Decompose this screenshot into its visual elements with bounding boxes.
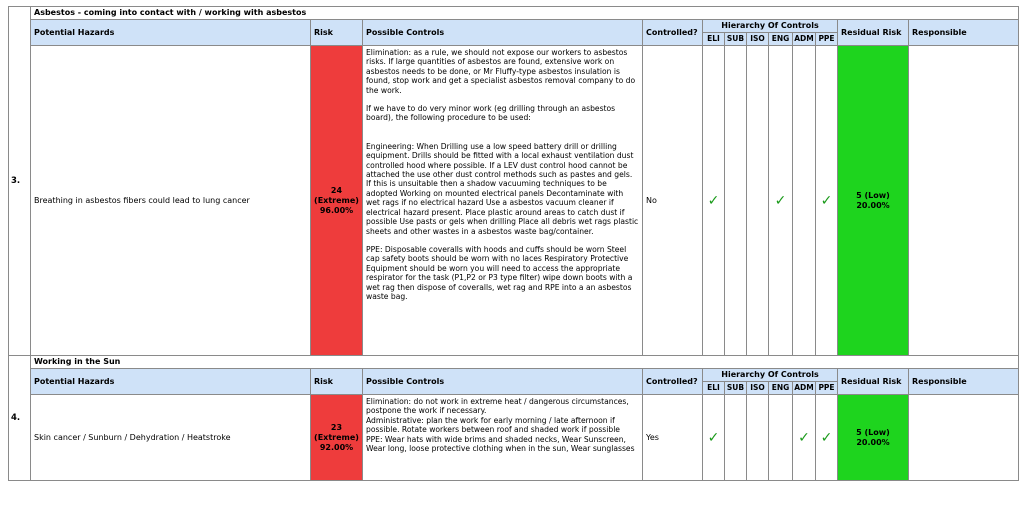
- header-adm: ADM: [793, 33, 816, 46]
- control-engineering: Engineering: When Drilling use a low speed battery drill or drilling equipment. Drills should be fitted with a local exhaust ventilation dust controlled hood where possible. If a LEV dust control hood cannot be attached the use other dust control methods such as pastes and gels. If this is unsuitable then a shadow vacuuming techniques to be adopted Working on mounted electrical panels Decontaminate with wet rags if no electrical hazard Use a asbestos vacuum cleaner if electrical hazard present. Place plastic around areas to catch dust if possible Use pasts or gels when drilling Place all debris wet rags plastic sheets and other wastes in a asbestos waste bag/container.: [366, 141, 641, 236]
- control-text: Elimination: do not work in extreme heat / dangerous circumstances, postpone the work if necessary. Administrative: plan the work for early morning / late afternoon if possible. Rotate workers between roof and shaded work if possible PPE: Wear hats with wide brims and shaded necks, Wear Sunscreen, Wear long, loose protective clothing when in the sun, Wear sunglasses: [366, 397, 635, 454]
- section-number: 3.: [9, 7, 31, 356]
- eli-check-icon: ✓: [703, 46, 725, 356]
- header-responsible: Responsible: [909, 369, 1019, 395]
- risk-score: 23: [330, 422, 343, 432]
- sub-check-icon: [725, 46, 747, 356]
- residual-risk-cell: [838, 46, 909, 356]
- header-controlled: Controlled?: [643, 369, 703, 395]
- risk-assessment-document: [8, 6, 1018, 481]
- header-risk: Risk: [311, 20, 363, 46]
- risk-percent: 96.00%: [319, 205, 354, 215]
- residual-score: 5 (Low): [856, 190, 890, 200]
- header-eli: ELI: [703, 33, 725, 46]
- eng-check-icon: [769, 395, 793, 481]
- header-adm: ADM: [793, 382, 816, 395]
- header-ppe: PPE: [816, 382, 838, 395]
- sub-check-icon: [725, 395, 747, 481]
- hazard-text: Breathing in asbestos fibers could lead to lung cancer: [31, 46, 311, 356]
- ppe-check-icon: ✓: [816, 395, 838, 481]
- header-residual-risk: Residual Risk: [838, 369, 909, 395]
- header-eng: ENG: [769, 33, 793, 46]
- risk-table: [8, 6, 1019, 481]
- section-title: Working in the Sun: [31, 356, 1019, 369]
- ppe-check-icon: ✓: [816, 46, 838, 356]
- header-controlled: Controlled?: [643, 20, 703, 46]
- header-hierarchy: Hierarchy Of Controls: [703, 20, 838, 33]
- iso-check-icon: [747, 395, 769, 481]
- adm-check-icon: [793, 46, 816, 356]
- risk-score: 24: [330, 185, 343, 195]
- section-number: 4.: [9, 356, 31, 481]
- header-ppe: PPE: [816, 33, 838, 46]
- header-responsible: Responsible: [909, 20, 1019, 46]
- risk-percent: 92.00%: [319, 442, 354, 452]
- controlled-value: No: [643, 46, 703, 356]
- table-row: [9, 395, 1019, 481]
- header-eli: ELI: [703, 382, 725, 395]
- risk-level: (Extreme): [314, 195, 359, 205]
- possible-controls: [363, 46, 643, 356]
- table-row: [9, 46, 1019, 356]
- risk-level: (Extreme): [314, 432, 359, 442]
- adm-check-icon: ✓: [793, 395, 816, 481]
- iso-check-icon: [747, 46, 769, 356]
- header-possible-controls: Possible Controls: [363, 20, 643, 46]
- header-sub: SUB: [725, 33, 747, 46]
- hazard-text: Skin cancer / Sunburn / Dehydration / Heatstroke: [31, 395, 311, 481]
- residual-percent: 20.00%: [856, 200, 890, 210]
- risk-cell: [311, 46, 363, 356]
- control-elimination: Elimination: as a rule, we should not expose our workers to asbestos risks. If large quantities of asbestos are found, extensive work on asbestos needs to be done, or Mr Fluffy-type asbestos insulation is found, stop work and get a specialist asbestos removal company to do the work.: [366, 48, 638, 95]
- header-hierarchy: Hierarchy Of Controls: [703, 369, 838, 382]
- controlled-value: Yes: [643, 395, 703, 481]
- control-minor-work: If we have to do very minor work (eg drilling through an asbestos board), the following procedure to be used:: [366, 104, 618, 123]
- responsible-value: [909, 395, 1019, 481]
- header-iso: ISO: [747, 382, 769, 395]
- responsible-value: [909, 46, 1019, 356]
- header-iso: ISO: [747, 33, 769, 46]
- control-ppe: PPE: Disposable coveralls with hoods and cuffs should be worn Steel cap safety boots should be worn with no laces Respiratory Protective Equipment should be worn you will need to access the appropriate respirator for the task (P1,P2 or P3 type filter) wipe down boots with a wet rag then dispose of coveralls, wet rag and RPE into a an asbestos waste bag.: [366, 244, 635, 301]
- section-title: Asbestos - coming into contact with / working with asbestos: [31, 7, 1019, 20]
- residual-risk-cell: [838, 395, 909, 481]
- header-potential-hazards: Potential Hazards: [31, 369, 311, 395]
- header-possible-controls: Possible Controls: [363, 369, 643, 395]
- header-risk: Risk: [311, 369, 363, 395]
- header-residual-risk: Residual Risk: [838, 20, 909, 46]
- header-eng: ENG: [769, 382, 793, 395]
- eli-check-icon: ✓: [703, 395, 725, 481]
- residual-percent: 20.00%: [856, 437, 890, 447]
- header-potential-hazards: Potential Hazards: [31, 20, 311, 46]
- header-sub: SUB: [725, 382, 747, 395]
- possible-controls: [363, 395, 643, 481]
- eng-check-icon: ✓: [769, 46, 793, 356]
- risk-cell: [311, 395, 363, 481]
- residual-score: 5 (Low): [856, 427, 890, 437]
